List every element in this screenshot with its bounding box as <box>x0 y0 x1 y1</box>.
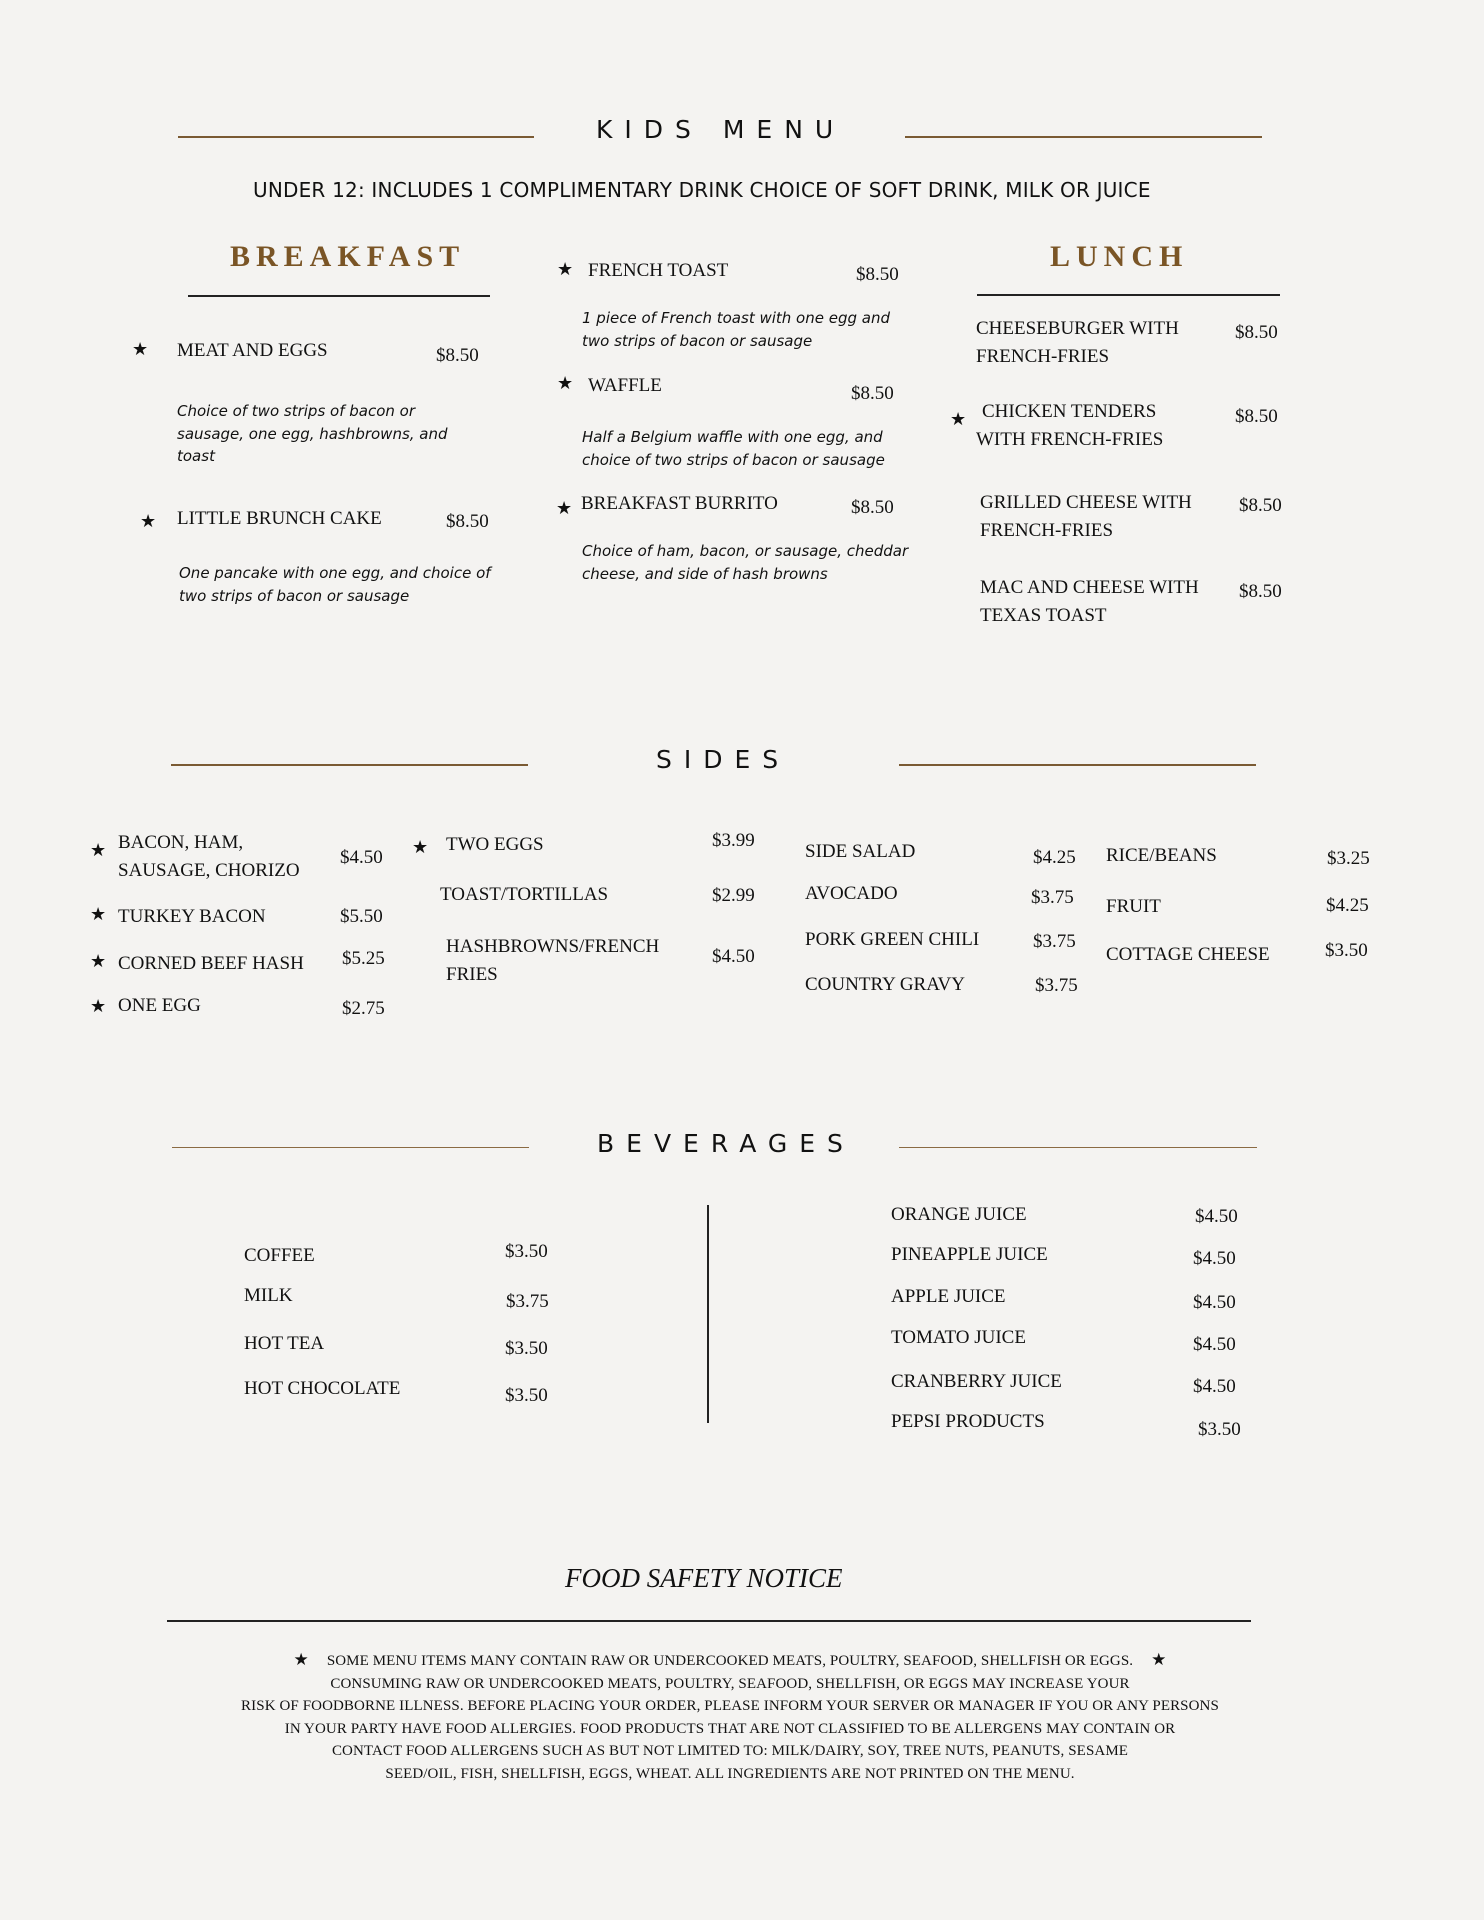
side-item-name: COTTAGE CHEESE <box>1106 944 1270 965</box>
beverage-name: PEPSI PRODUCTS <box>891 1411 1045 1432</box>
side-item-name: FRUIT <box>1106 896 1161 917</box>
side-item-name: BACON, HAM, SAUSAGE, CHORIZO <box>118 832 300 881</box>
notice-title: FOOD SAFETY NOTICE <box>565 1563 843 1593</box>
menu-item-description: Half a Belgium waffle with one egg, and choice of two strips of bacon or sausage <box>582 428 885 469</box>
side-item-price: $2.99 <box>712 885 755 906</box>
side-item-name: COUNTRY GRAVY <box>805 974 965 995</box>
beverage-name: TOMATO JUICE <box>891 1327 1026 1348</box>
menu-item-price: $8.50 <box>856 264 899 285</box>
beverage-name: MILK <box>244 1285 293 1306</box>
notice-line-5: CONTACT FOOD ALLERGENS SUCH AS BUT NOT LIMITED TO: MILK/DAIRY, SOY, TREE NUTS, PEANUTS, SESAME <box>331 1743 1129 1759</box>
side-item-price: $5.50 <box>340 906 383 927</box>
side-item-price: $3.50 <box>1325 940 1368 961</box>
beverage-price: $3.50 <box>1198 1419 1241 1440</box>
star-icon: ★ <box>557 373 574 394</box>
beverage-name: PINEAPPLE JUICE <box>891 1244 1048 1265</box>
page-title: KIDS MENU <box>596 115 846 144</box>
star-icon: ★ <box>90 904 107 925</box>
beverages-rule-right <box>899 1147 1257 1148</box>
side-item-price: $3.75 <box>1035 975 1078 996</box>
beverage-name: APPLE JUICE <box>891 1286 1006 1307</box>
beverage-price: $3.50 <box>505 1338 548 1359</box>
beverage-name: COFFEE <box>244 1245 315 1266</box>
star-icon: ★ <box>132 339 149 360</box>
beverage-name: HOT TEA <box>244 1333 325 1354</box>
side-item-price: $4.25 <box>1326 895 1369 916</box>
menu-item-price: $8.50 <box>446 511 489 532</box>
star-icon: ★ <box>90 996 107 1017</box>
beverages-heading: BEVERAGES <box>597 1129 855 1158</box>
side-item-price: $3.25 <box>1327 848 1370 869</box>
lunch-heading: LUNCH <box>1050 240 1189 273</box>
menu-item-name: LITTLE BRUNCH CAKE <box>177 508 382 529</box>
side-item-price: $4.50 <box>340 847 383 868</box>
star-icon: ★ <box>140 511 157 532</box>
beverage-name: CRANBERRY JUICE <box>891 1371 1062 1392</box>
side-item-name: AVOCADO <box>805 883 898 904</box>
star-icon: ★ <box>556 498 573 519</box>
beverage-price: $3.50 <box>505 1241 548 1262</box>
menu-item-name: WAFFLE <box>588 375 662 396</box>
side-item-price: $4.25 <box>1033 847 1076 868</box>
side-item-name: PORK GREEN CHILI <box>805 929 980 950</box>
menu-item-description: Choice of two strips of bacon or sausage, one egg, hashbrowns, and toast <box>177 402 448 465</box>
breakfast-rule <box>188 295 490 297</box>
beverages-rule-left <box>172 1147 529 1148</box>
sides-heading: SIDES <box>656 745 791 774</box>
sides-rule-left <box>171 764 528 766</box>
side-item-price: $2.75 <box>342 998 385 1019</box>
sides-rule-right <box>899 764 1256 766</box>
breakfast-heading: BREAKFAST <box>230 240 466 273</box>
menu-item-name: FRENCH TOAST <box>588 260 729 281</box>
menu-item-name: GRILLED CHEESE WITH FRENCH-FRIES <box>980 492 1192 541</box>
menu-item-description: Choice of ham, bacon, or sausage, cheddar cheese, and side of hash browns <box>582 542 909 583</box>
side-item-name: CORNED BEEF HASH <box>118 953 304 974</box>
notice-line-1: ★ SOME MENU ITEMS MANY CONTAIN RAW OR UNDERCOOKED MEATS, POULTRY, SEAFOOD, SHELLFISH OR EGGS. ★ <box>293 1650 1167 1670</box>
side-item-name: TURKEY BACON <box>118 906 266 927</box>
lunch-rule <box>977 294 1280 296</box>
beverage-price: $4.50 <box>1193 1248 1236 1269</box>
beverages-divider <box>707 1205 709 1423</box>
side-item-name: HASHBROWNS/FRENCH FRIES <box>446 936 660 985</box>
side-item-name: TWO EGGS <box>446 834 544 855</box>
menu-item-price: $8.50 <box>1239 495 1282 516</box>
notice-line-6: SEED/OIL, FISH, SHELLFISH, EGGS, WHEAT. ALL INGREDIENTS ARE NOT PRINTED ON THE MENU. <box>385 1765 1075 1782</box>
side-item-price: $3.75 <box>1031 887 1074 908</box>
notice-line-2: CONSUMING RAW OR UNDERCOOKED MEATS, POULTRY, SEAFOOD, SHELLFISH, OR EGGS MAY INCREASE YOUR <box>330 1675 1130 1692</box>
beverage-price: $4.50 <box>1195 1206 1238 1227</box>
side-item-name: SIDE SALAD <box>805 841 916 862</box>
star-icon: ★ <box>90 951 107 972</box>
menu-item-price: $8.50 <box>436 345 479 366</box>
side-item-price: $4.50 <box>712 946 755 967</box>
beverage-price: $3.75 <box>506 1291 549 1312</box>
star-icon: ★ <box>557 259 574 280</box>
notice-text <box>170 1649 1290 1785</box>
side-item-price: $3.75 <box>1033 931 1076 952</box>
side-item-name: ONE EGG <box>118 995 201 1016</box>
menu-item-price: $8.50 <box>1235 322 1278 343</box>
menu-item-name: MAC AND CHEESE WITH TEXAS TOAST <box>980 577 1199 626</box>
menu-item-description: One pancake with one egg, and choice of two strips of bacon or sausage <box>179 564 491 605</box>
side-item-price: $3.99 <box>712 830 755 851</box>
header-rule-left <box>178 136 534 138</box>
menu-item-description: 1 piece of French toast with one egg and two strips of bacon or sausage <box>582 309 890 350</box>
menu-item-price: $8.50 <box>1235 406 1278 427</box>
star-icon: ★ <box>90 840 107 861</box>
side-item-price: $5.25 <box>342 948 385 969</box>
side-item-name: TOAST/TORTILLAS <box>440 884 609 905</box>
header-rule-right <box>905 136 1262 138</box>
menu-item-name: CHICKEN TENDERS WITH FRENCH-FRIES <box>976 401 1164 450</box>
menu-item-price: $8.50 <box>851 383 894 404</box>
notice-line-3: RISK OF FOODBORNE ILLNESS. BEFORE PLACING YOUR ORDER, PLEASE INFORM YOUR SERVER OR MANAGER IF YOU OR ANY PERSONS <box>241 1698 1219 1714</box>
beverage-price: $4.50 <box>1193 1376 1236 1397</box>
menu-item-price: $8.50 <box>1239 581 1282 602</box>
beverage-price: $3.50 <box>505 1385 548 1406</box>
beverage-name: ORANGE JUICE <box>891 1204 1027 1225</box>
menu-item-name: CHEESEBURGER WITH FRENCH-FRIES <box>976 318 1179 367</box>
menu-item-name: MEAT AND EGGS <box>177 340 328 361</box>
star-icon: ★ <box>1151 1650 1167 1670</box>
star-icon: ★ <box>950 409 967 430</box>
beverage-price: $4.50 <box>1193 1292 1236 1313</box>
star-icon: ★ <box>293 1650 309 1670</box>
notice-line-4: IN YOUR PARTY HAVE FOOD ALLERGIES. FOOD PRODUCTS THAT ARE NOT CLASSIFIED TO BE ALLERGENS MAY CONTAIN OR <box>284 1720 1176 1737</box>
side-item-name: RICE/BEANS <box>1106 845 1217 866</box>
menu-item-price: $8.50 <box>851 497 894 518</box>
notice-rule <box>167 1620 1251 1622</box>
beverage-name: HOT CHOCOLATE <box>244 1378 401 1399</box>
page-subtitle: UNDER 12: INCLUDES 1 COMPLIMENTARY DRINK CHOICE OF SOFT DRINK, MILK OR JUICE <box>253 178 1151 202</box>
star-icon: ★ <box>412 837 429 858</box>
menu-item-name: BREAKFAST BURRITO <box>581 493 778 514</box>
beverage-price: $4.50 <box>1193 1334 1236 1355</box>
